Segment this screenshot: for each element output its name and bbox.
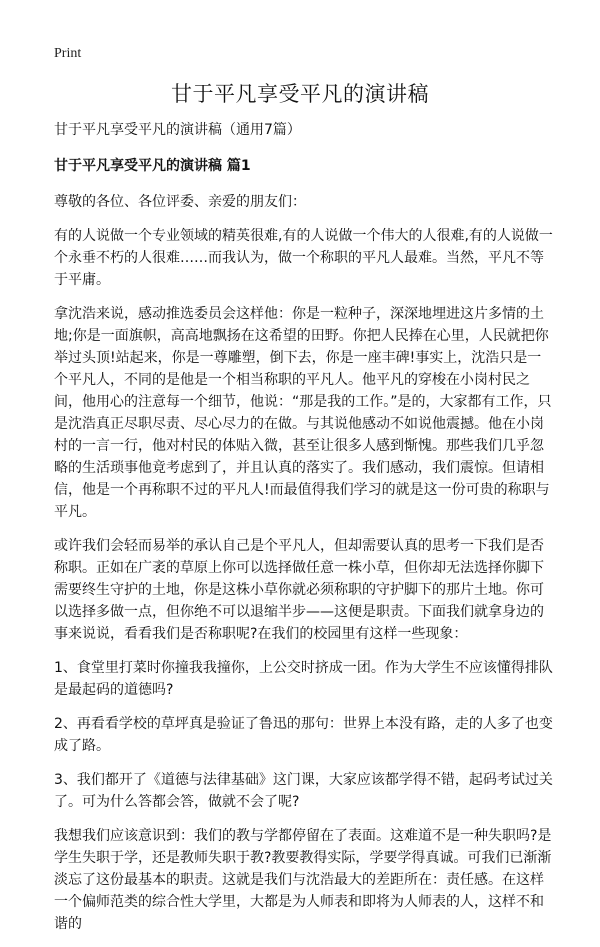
print-link[interactable]: Print	[54, 46, 82, 61]
paragraph: 我想我们应该意识到：我们的教与学都停留在了表面。这难道不是一种失职吗?是学生失职于学，还是教师失职于教?教要教得实际，学要学得真诚。可我们已渐渐淡忘了这份最基本的职责。这就是我们与沈浩最大的差距所在：责任感。在这样一个偏师范类的综合性大学里，大都是为人师表和即将为人师表的人，这样不和谐的	[54, 828, 552, 932]
list-item: 2、再看看学校的草坪真是验证了鲁迅的那句：世界上本没有路，走的人多了也变成了路。	[54, 716, 553, 754]
document-body	[54, 119, 554, 947]
list-item: 1、食堂里打菜时你撞我我撞你，上公交时挤成一团。作为大学生不应该懂得排队是最起码的道德吗?	[54, 660, 553, 698]
paragraph: 有的人说做一个专业领域的精英很难,有的人说做一个伟大的人很难,有的人说做一个永垂不朽的人很难……而我认为，做一个称职的平凡人最难。当然，平凡不等于平庸。	[54, 228, 553, 288]
paragraph: 或许我们会轻而易举的承认自己是个平凡人，但却需要认真的思考一下我们是否称职。正如在广袤的草原上你可以选择做任意一株小草，但你却无法选择你脚下需要终生守护的土地，你是这株小草你就必须称职的守护脚下的那片土地。你可以选择多做一点，但你绝不可以退缩半步——这便是职责。下面我们就拿身边的事来说说，看看我们是否称职呢?在我们的校园里有这样一些现象：	[54, 538, 544, 642]
document-subtitle: 甘于平凡享受平凡的演讲稿（通用7篇）	[54, 122, 301, 138]
paragraph: 拿沈浩来说，感动推选委员会这样他：你是一粒种子，深深地埋进这片多情的土地;你是一面旗帜，高高地飘扬在这希望的田野。你把人民捧在心里，人民就把你举过头顶!站起来，你是一尊雕塑，倒下去，你是一座丰碑!事实上，沈浩只是一个平凡人，不同的是他是一个相当称职的平凡人。他平凡的穿梭在小岗村民之间，他用心的注意每一个细节，他说：“那是我的工作。”是的，大家都有工作，只是沈浩真正尽职尽责、尽心尽力的在做。与其说他感动不如说他震撼。他在小岗村的一言一行，他对村民的体贴入微，甚至让很多人感到惭愧。那些我们几乎忽略的生活琐事他竟考虑到了，并且认真的落实了。我们感动，我们震惊。但请相信，他是一个再称职不过的平凡人!而最值得我们学习的就是这一份可贵的称职与平凡。	[54, 306, 552, 520]
greeting: 尊敬的各位、各位评委、亲爱的朋友们：	[54, 194, 306, 210]
list-item: 3、我们都开了《道德与法律基础》这门课，大家应该都学得不错，起码考试过关了。可为什么答都会答，做就不会了呢?	[54, 772, 553, 810]
section-heading: 甘于平凡享受平凡的演讲稿 篇1	[54, 158, 251, 174]
document-title: 甘于平凡享受平凡的演讲稿	[171, 82, 429, 106]
